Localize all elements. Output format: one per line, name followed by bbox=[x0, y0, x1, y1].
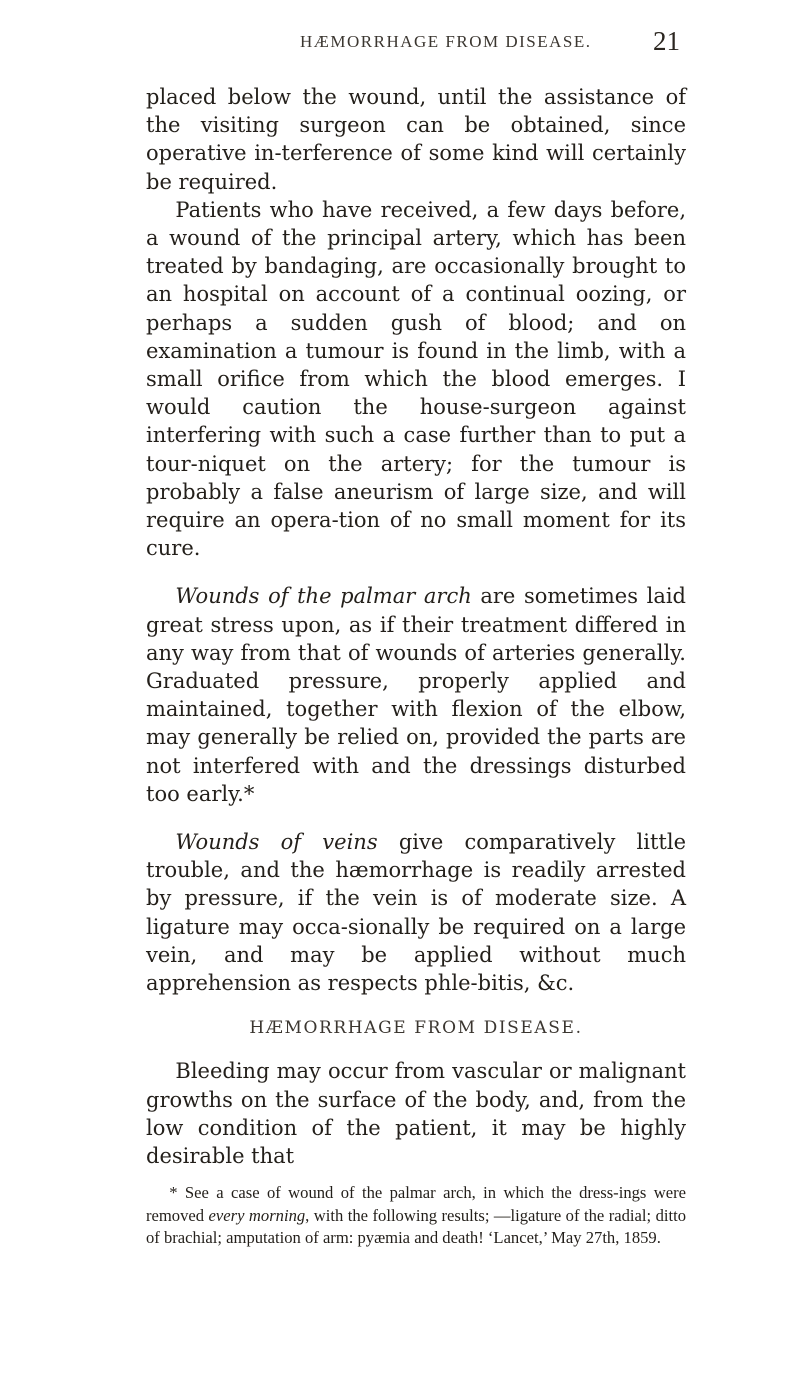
footnote-emphasis: every morning bbox=[208, 1205, 306, 1225]
running-head bbox=[0, 22, 800, 62]
paragraph-palmar-arch bbox=[146, 582, 686, 808]
paragraph-text: Patients who have received, a few days before, a wound of the principal artery, which has been treated by bandaging, are occasionally brought to an hospital on account of a continual oozing, or perhaps a sudden gush of blood; and on examination a tumour is found in the limb, with a small orifice from which the blood emerges. I would caution the house-surgeon against interfering with such a case further than to put a tour-niquet on the artery; for the tumour is probably a false aneurism of large size, and will require an opera-tion of no small moment for its cure. bbox=[146, 197, 686, 561]
paragraph-wounded-artery bbox=[146, 196, 686, 563]
page-number: 21 bbox=[653, 26, 680, 56]
section-heading: HÆMORRHAGE FROM DISEASE. bbox=[249, 1018, 583, 1039]
paragraph-text: give comparatively little trouble, and the hæmorrhage is readily arrested by pressure, if the vein is of moderate size. A ligature may occa-sionally be required on a large vein, and may be applied without much apprehension as respects phle-bitis, &c. bbox=[146, 830, 686, 996]
paragraph-lead: Wounds of the palmar arch bbox=[175, 584, 472, 609]
paragraph-veins bbox=[146, 828, 686, 997]
paragraph-text: are sometimes laid great stress upon, as if their treatment differed in any way from that of wounds of arteries generally. Graduated pressure, properly applied and maintained, together with flexion of the elbow, may generally be relied on, provided the parts are not interfered with and the dressings disturbed too early.* bbox=[146, 584, 686, 806]
footnote bbox=[146, 1182, 686, 1250]
footnote-text: See a case of wound of the palmar arch, in which the dress-ings were removed bbox=[146, 1183, 686, 1225]
paragraph-continuation bbox=[146, 83, 686, 196]
footnote-marker: * bbox=[169, 1183, 178, 1203]
paragraph-lead: Wounds of veins bbox=[175, 830, 378, 855]
paragraph-disease bbox=[146, 1057, 686, 1170]
paragraph-text: Bleeding may occur from vascular or malignant growths on the surface of the body, and, from the low condition of the patient, it may be highly desirable that bbox=[146, 1059, 686, 1168]
running-title: HÆMORRHAGE FROM DISEASE. bbox=[300, 32, 592, 51]
body-text bbox=[146, 83, 686, 1250]
paragraph-text: placed below the wound, until the assistance of the visiting surgeon can be obtained, since operative in-terference of some kind will certainly be required. bbox=[146, 85, 686, 194]
footnote-text-end: , with the following results; —ligature of the radial; ditto of brachial; amputation of arm: pyæmia and death! ‘Lancet,’ May 27th, 1859. bbox=[146, 1205, 686, 1248]
